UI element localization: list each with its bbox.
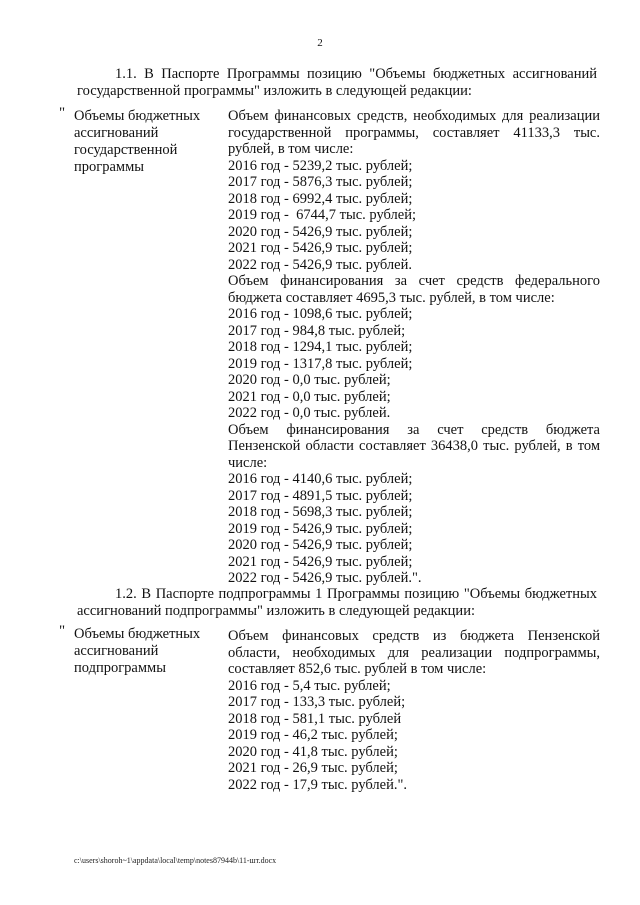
federal-year-2019: 2019 год - 1317,8 тыс. рублей; <box>228 355 413 372</box>
subprogram-year-2019: 2019 год - 46,2 тыс. рублей; <box>228 727 398 743</box>
federal-funding-text: Объем финансирования за счет средств федерального бюджета составляет 4695,3 тыс. рублей, в том числе: <box>228 273 600 306</box>
total-year-2021: 2021 год - 5426,9 тыс. рублей; <box>228 240 413 256</box>
federal-year-2018: 2018 год - 1294,1 тыс. рублей; <box>228 339 413 355</box>
federal-year-2017: 2017 год - 984,8 тыс. рублей; <box>228 322 406 339</box>
federal-year-2020: 2020 год - 0,0 тыс. рублей; <box>228 372 391 388</box>
regional-year-2016: 2016 год - 4140,6 тыс. рублей; <box>228 471 413 487</box>
file-path-footer: c:\users\shoroh~1\appdata\local\temp\notes87944b\11-шт.docx <box>74 856 277 865</box>
section-1-2-quote-mark: " <box>59 623 66 639</box>
regional-year-2022: 2022 год - 5426,9 тыс. рублей.". <box>228 570 422 586</box>
regional-year-2018: 2018 год - 5698,3 тыс. рублей; <box>228 504 413 520</box>
page-number: 2 <box>317 37 323 49</box>
section-1-1-funding-block <box>228 108 600 587</box>
subprogram-year-2017: 2017 год - 133,3 тыс. рублей; <box>228 694 406 710</box>
section-1-2-label: Объемы бюджетных ассигнований подпрограммы <box>74 626 201 676</box>
subprogram-year-2016: 2016 год - 5,4 тыс. рублей; <box>228 677 391 694</box>
section-1-2-funding-block <box>228 628 600 793</box>
total-year-2019: 2019 год - 6744,7 тыс. рублей; <box>228 207 416 223</box>
federal-year-2022: 2022 год - 0,0 тыс. рублей. <box>228 405 391 421</box>
total-year-2017: 2017 год - 5876,3 тыс. рублей; <box>228 174 413 190</box>
section-1-1-quote-mark: " <box>59 105 66 121</box>
total-year-2022: 2022 год - 5426,9 тыс. рублей. <box>228 256 412 273</box>
section-1-1-intro: 1.1. В Паспорте Программы позицию "Объемы бюджетных ассигнований государственной программы" изложить в следующей редакции: <box>77 66 597 99</box>
regional-funding-text: Объем финансирования за счет средств бюджета Пензенской области составляет 36438,0 тыс. рублей, в том числе: <box>228 421 600 471</box>
subprogram-year-2021: 2021 год - 26,9 тыс. рублей; <box>228 760 398 776</box>
section-1-1-label: Объемы бюджетных ассигнований государственной программы <box>74 108 201 175</box>
subprogram-year-2020: 2020 год - 41,8 тыс. рублей; <box>228 743 398 760</box>
regional-year-2020: 2020 год - 5426,9 тыс. рублей; <box>228 537 413 553</box>
total-year-2020: 2020 год - 5426,9 тыс. рублей; <box>228 223 413 240</box>
regional-year-2019: 2019 год - 5426,9 тыс. рублей; <box>228 520 413 537</box>
total-year-2018: 2018 год - 6992,4 тыс. рублей; <box>228 190 413 207</box>
total-funding-text: Объем финансовых средств, необходимых для реализации государственной программы, составляет 41133,3 тыс. рублей, в том числе: <box>228 108 600 157</box>
subprogram-year-2022: 2022 год - 17,9 тыс. рублей.". <box>228 776 407 793</box>
subprogram-year-2018: 2018 год - 581,1 тыс. рублей <box>228 710 402 727</box>
regional-year-2017: 2017 год - 4891,5 тыс. рублей; <box>228 487 413 504</box>
subprogram-funding-text: Объем финансовых средств из бюджета Пензенской области, необходимых для реализации подпрограммы, составляет 852,6 тыс. рублей в том числе: <box>228 628 600 677</box>
regional-year-2021: 2021 год - 5426,9 тыс. рублей; <box>228 553 413 570</box>
section-1-2-intro: 1.2. В Паспорте подпрограммы 1 Программы позицию "Объемы бюджетных ассигнований подпрограммы" изложить в следующей редакции: <box>77 586 597 619</box>
total-year-2016: 2016 год - 5239,2 тыс. рублей; <box>228 157 413 174</box>
federal-year-2016: 2016 год - 1098,6 тыс. рублей; <box>228 306 413 322</box>
federal-year-2021: 2021 год - 0,0 тыс. рублей; <box>228 388 391 405</box>
